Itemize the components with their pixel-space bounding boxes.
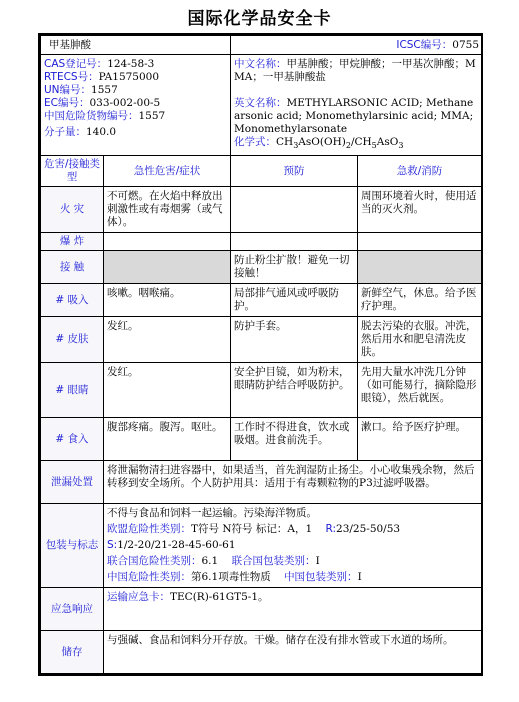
hazard-row-ingestion: [41, 418, 482, 461]
row-firstaid: 新鲜空气，休息。给予医疗护理。: [358, 284, 482, 317]
un-pack-value: I: [315, 555, 320, 568]
icsc-value: 0755: [452, 38, 480, 51]
row-prevention: 防止粉尘扩散！避免一切接触！: [231, 251, 358, 284]
name-row: [41, 36, 482, 55]
storage-row: [41, 631, 482, 674]
packaging-label: 包装与标志: [41, 504, 104, 588]
row-type-label: # 皮肤: [41, 317, 104, 363]
r-label: R:: [325, 523, 337, 536]
en-name-label: 英文名称：: [234, 97, 287, 109]
row-firstaid: 漱口。给予医疗护理。: [358, 418, 482, 461]
emergency-block: [104, 588, 482, 631]
row-firstaid: [358, 233, 482, 251]
row-hazard: 咳嗽。咽喉痛。: [104, 284, 231, 317]
packaging-row: [41, 504, 482, 588]
row-type-label: # 食入: [41, 418, 104, 461]
row-type-label: 爆 炸: [41, 233, 104, 251]
cn-class-value: 第6.1项毒性物质: [191, 571, 271, 584]
row-type-label: 火 灾: [41, 187, 104, 233]
page-title: 国际化学品安全卡: [187, 9, 332, 29]
row-prevention: 工作时不得进食，饮水或吸烟。进食前洗手。: [231, 418, 358, 461]
hazard-row-explosion: [41, 233, 482, 251]
card-table: [40, 35, 482, 674]
un-class-line: [107, 555, 478, 568]
row-prevention: [231, 233, 358, 251]
row-type-label: # 吸入: [41, 284, 104, 317]
r-value: 23/25-50/53: [336, 523, 401, 536]
storage-text: 与强碱、食品和饲料分开存放。干燥。储存在没有排水管或下水道的场所。: [104, 631, 482, 674]
un-class-label: 联合国危险性类别：: [107, 555, 202, 568]
row-hazard: [104, 233, 231, 251]
row-hazard: 腹部疼痛。腹泻。呕吐。: [104, 418, 231, 461]
cn-number-value: 1557: [138, 110, 166, 122]
ec-value: 033-002-00-5: [89, 97, 161, 109]
un-pack-label: 联合国包装类别：: [231, 555, 316, 568]
spill-text: 将泄漏物清扫进容器中，如果适当，首先润湿防止扬尘。小心收集残余物，然后转移到安全场所。个人防护用具：适用于有毒颗粒物的P3过滤呼吸器。: [104, 461, 482, 504]
hazard-row-exposure: [41, 251, 482, 284]
col-hazard-header: 急性危害/症状: [104, 156, 231, 187]
row-type-label: 接 触: [41, 251, 104, 284]
names-block: [231, 55, 482, 156]
packaging-block: [104, 504, 482, 588]
cn-pack-value: I: [357, 571, 362, 584]
formula-label: 化学式：: [234, 136, 276, 148]
spill-row: [41, 461, 482, 504]
mw-line: [44, 126, 227, 139]
row-firstaid: 先用大量水冲洗几分钟（如可能易行，摘除隐形眼镜），然后就医。: [358, 363, 482, 418]
cn-number-label: 中国危险货物编号：: [44, 110, 139, 122]
un-line: [44, 84, 227, 97]
formula-line: [234, 136, 478, 152]
cas-label: CAS登记号：: [44, 58, 108, 70]
row-prevention: [231, 187, 358, 233]
safety-card: [38, 33, 483, 676]
ec-line: [44, 97, 227, 110]
row-firstaid: 周围环境着火时，使用适当的灭火剂。: [358, 187, 482, 233]
col-type-header: 危害/接触类型: [41, 156, 104, 187]
eu-class-line: [107, 523, 478, 536]
eu-class-label: 欧盟危险性类别：: [107, 523, 191, 536]
hazard-row-skin: [41, 317, 482, 363]
formula-value: $CH_3AsO(OH)_2/CH_5AsO_3$: [276, 136, 404, 151]
storage-label: 储存: [41, 631, 104, 674]
rtecs-label: RTECS号：: [44, 71, 99, 83]
col-prevention-header: 预防: [231, 156, 358, 187]
row-prevention: 安全护目镜，如为粉末，眼睛防护结合呼吸防护。: [231, 363, 358, 418]
row-type-label: # 眼睛: [41, 363, 104, 418]
cn-name-value: 甲基胂酸；甲烷胂酸；一甲基次胂酸；MMA；一甲基胂酸盐: [234, 58, 476, 83]
emergency-label: 应急响应: [41, 588, 104, 631]
row-prevention: 局部排气通风或呼吸防护。: [231, 284, 358, 317]
mw-label: 分子量：: [44, 126, 86, 138]
en-name-value: METHYLARSONIC ACID; Methanearsonic acid; Monomethylarsinic acid; MMA; Monomethylarsonate: [234, 97, 474, 135]
hazard-row-eyes: [41, 363, 482, 418]
hazard-row-fire: [41, 187, 482, 233]
s-line: [107, 539, 478, 552]
cn-number-line: [44, 110, 227, 123]
un-class-value: 6.1: [201, 555, 219, 568]
hazard-row-inhalation: [41, 284, 482, 317]
emergency-card-value: TEC(R)-61GT5-1。: [170, 591, 269, 604]
en-name-line: [234, 97, 478, 136]
s-label: S:: [107, 539, 118, 552]
s-value: 1/2-20/21-28-45-60-61: [117, 539, 236, 552]
rtecs-value: PA1575000: [98, 71, 160, 83]
emergency-row: [41, 588, 482, 631]
icsc-label: ICSC编号：: [396, 38, 453, 51]
un-value: 1557: [91, 84, 118, 96]
column-header-row: [41, 156, 482, 187]
cas-line: [44, 58, 227, 71]
emergency-card-label: 运输应急卡：: [107, 591, 170, 604]
mw-value: 140.0: [86, 126, 117, 138]
un-label: UN编号：: [44, 84, 92, 96]
rtecs-line: [44, 71, 227, 84]
col-firstaid-header: 急救/消防: [358, 156, 482, 187]
identifier-row: [41, 55, 482, 156]
spill-label: 泄漏处置: [41, 461, 104, 504]
packaging-line-1: 不得与食品和饲料一起运输。污染海洋物质。: [107, 507, 317, 520]
identifier-block: [41, 55, 231, 156]
cn-name-line: [234, 58, 478, 84]
cn-class-label: 中国危险性类别：: [107, 571, 191, 584]
cas-value: 124-58-3: [107, 58, 155, 70]
ec-label: EC编号：: [44, 97, 90, 109]
row-firstaid: [358, 251, 482, 284]
icsc-number: [231, 36, 482, 55]
cn-name-label: 中文名称：: [234, 58, 287, 70]
eu-class-value: T符号 N符号 标记：A，1: [191, 523, 313, 536]
row-prevention: 防护手套。: [231, 317, 358, 363]
row-hazard: 不可燃。在火焰中释放出刺激性或有毒烟雾（或气体）。: [104, 187, 231, 233]
row-hazard: [104, 251, 231, 284]
cn-pack-label: 中国包装类别：: [284, 571, 358, 584]
chemical-name: 甲基胂酸: [41, 36, 231, 55]
cn-class-line: [107, 571, 478, 584]
row-firstaid: 脱去污染的衣服。冲洗，然后用水和肥皂清洗皮肤。: [358, 317, 482, 363]
row-hazard: 发红。: [104, 363, 231, 418]
row-hazard: 发红。: [104, 317, 231, 363]
